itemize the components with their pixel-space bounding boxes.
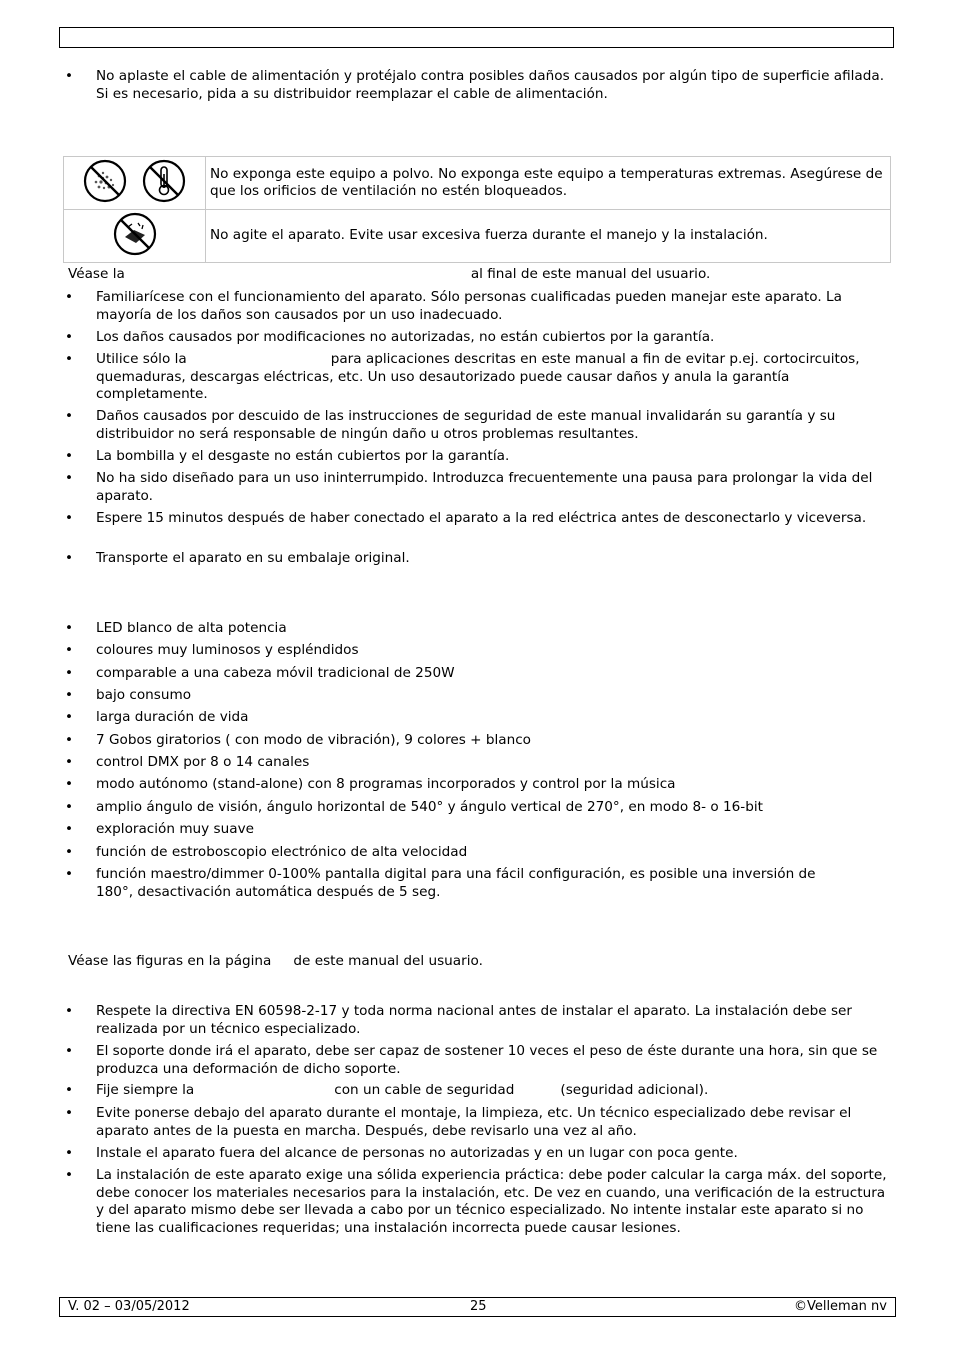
bullet: • [65,799,74,815]
bullet: • [65,1003,74,1019]
list-item: • El soporte donde irá el aparato, debe ser capaz de sostener 10 veces el peso de éste durante una hora, sin que se produzca una deformación de dicho soporte. [65,1043,878,1077]
page-number: 25 [470,1299,487,1314]
bullet: • [65,642,74,658]
bullet: • [65,1167,74,1183]
bullet: • [65,510,74,526]
list-item: • función maestro/dimmer 0-100% pantalla digital para una fácil configuración, es posible una inversión de 180°, desactivación automática después de 5 seg. [65,866,816,900]
bullet: • [65,1145,74,1161]
list-item: • control DMX por 8 o 14 canales [65,754,310,770]
warning-table [63,156,891,263]
warning-row [64,210,891,263]
list-item: • Daños causados por descuido de las instrucciones de seguridad de este manual invalidarán su garantía y su distribuidor no será responsable de ningún daño u otros problemas resultantes. [65,408,836,442]
list-item: • función de estroboscopio electrónico de alta velocidad [65,844,468,860]
list-item: • coloures muy luminosos y espléndidos [65,642,359,658]
warning-icons-cell [64,157,206,210]
bullet: • [65,1043,74,1059]
no-temperature-extremes-icon [141,158,187,208]
figures-reference: Véase las figuras en la página de este manual del usuario. [68,953,483,969]
list-item: • Los daños causados por modificaciones no autorizadas, no están cubiertos por la garantía. [65,329,715,345]
list-item: • No ha sido diseñado para un uso ininterrumpido. Introduzca frecuentemente una pausa para prolongar la vida del aparato. [65,470,873,504]
page-footer [59,1297,896,1317]
warning-row [64,157,891,210]
no-dust-icon [82,158,128,208]
page-header-box [59,27,894,48]
bullet: • [65,550,74,566]
bullet: • [65,821,74,837]
list-item: • No aplaste el cable de alimentación y protéjalo contra posibles daños causados por algún tipo de superficie afilada. Si es necesario, pida a su distribuidor reemplazar el cable de alimentación. [65,68,885,102]
no-shaking-icon [112,211,158,261]
list-item: • La instalación de este aparato exige una sólida experiencia práctica: debe poder calcular la carga máx. del soporte, debe conocer los materiales necesarios para la instalación, etc. De vez en cuando, una verificación de la estructura y del aparato mismo debe ser llevada a cabo por un técnico especializado. No intente instalar este aparato si no tiene las cualificaciones requeridas; una instalación incorrecta puede causar lesiones. [65,1167,887,1236]
bullet: • [65,351,74,367]
copyright-label: ©Velleman nv [793,1299,887,1314]
bullet: • [65,289,74,305]
list-item: • La bombilla y el desgaste no están cubiertos por la garantía. [65,448,510,464]
list-item: • Familiarícese con el funcionamiento del aparato. Sólo personas cualificadas pueden manejar este aparato. La mayoría de los daños son causados por un uso inadecuado. [65,289,842,323]
list-item: • LED blanco de alta potencia [65,620,287,636]
bullet: • [65,866,74,882]
warning-icons-cell [64,210,206,263]
list-item: • Utilice sólo la para aplicaciones descritas en este manual a fin de evitar p.ej. cortocircuitos, quemaduras, descargas eléctricas, etc. Un uso desautorizado puede causar daños y anula la garantía completamente. [65,351,860,402]
list-item: • modo autónomo (stand-alone) con 8 programas incorporados y control por la música [65,776,676,792]
warning-text: No exponga este equipo a polvo. No exponga este equipo a temperaturas extremas. Asegúrese de que los orificios de ventilación no estén bloqueados. [206,157,891,210]
warranty-reference: Véase la al final de este manual del usuario. [68,266,711,282]
bullet: • [65,732,74,748]
bullet: • [65,448,74,464]
list-item: • bajo consumo [65,687,192,703]
bullet: • [65,620,74,636]
list-item: • Espere 15 minutos después de haber conectado el aparato a la red eléctrica antes de desconectarlo y viceversa. [65,510,867,526]
bullet: • [65,329,74,345]
list-item: • Evite ponerse debajo del aparato durante el montaje, la limpieza, etc. Un técnico especializado debe revisar el aparato antes de la puesta en marcha. Después, debe revisarlo una vez al año. [65,1105,852,1139]
list-item: • Transporte el aparato en su embalaje original. [65,550,410,566]
bullet: • [65,470,74,486]
list-item: • exploración muy suave [65,821,254,837]
list-item: • Instale el aparato fuera del alcance de personas no autorizadas y en un lugar con poca gente. [65,1145,738,1161]
list-item: • 7 Gobos giratorios ( con modo de vibración), 9 colores + blanco [65,732,531,748]
warning-text: No agite el aparato. Evite usar excesiva fuerza durante el manejo y la instalación. [206,210,891,263]
list-item: • comparable a una cabeza móvil tradicional de 250W [65,665,455,681]
bullet: • [65,408,74,424]
list-item: • Fije siempre la con un cable de seguridad (seguridad adicional). [65,1082,709,1098]
list-item: • amplio ángulo de visión, ángulo horizontal de 540° y ángulo vertical de 270°, en modo 8- o 16-bit [65,799,763,815]
bullet: • [65,1105,74,1121]
bullet: • [65,1082,74,1098]
bullet: • [65,844,74,860]
bullet: • [65,68,74,84]
bullet: • [65,687,74,703]
bullet: • [65,665,74,681]
version-label: V. 02 – 03/05/2012 [68,1299,190,1314]
bullet: • [65,709,74,725]
bullet: • [65,754,74,770]
list-item: • Respete la directiva EN 60598-2-17 y toda norma nacional antes de instalar el aparato. La instalación debe ser realizada por un técnico especializado. [65,1003,853,1037]
bullet: • [65,776,74,792]
list-item: • larga duración de vida [65,709,249,725]
